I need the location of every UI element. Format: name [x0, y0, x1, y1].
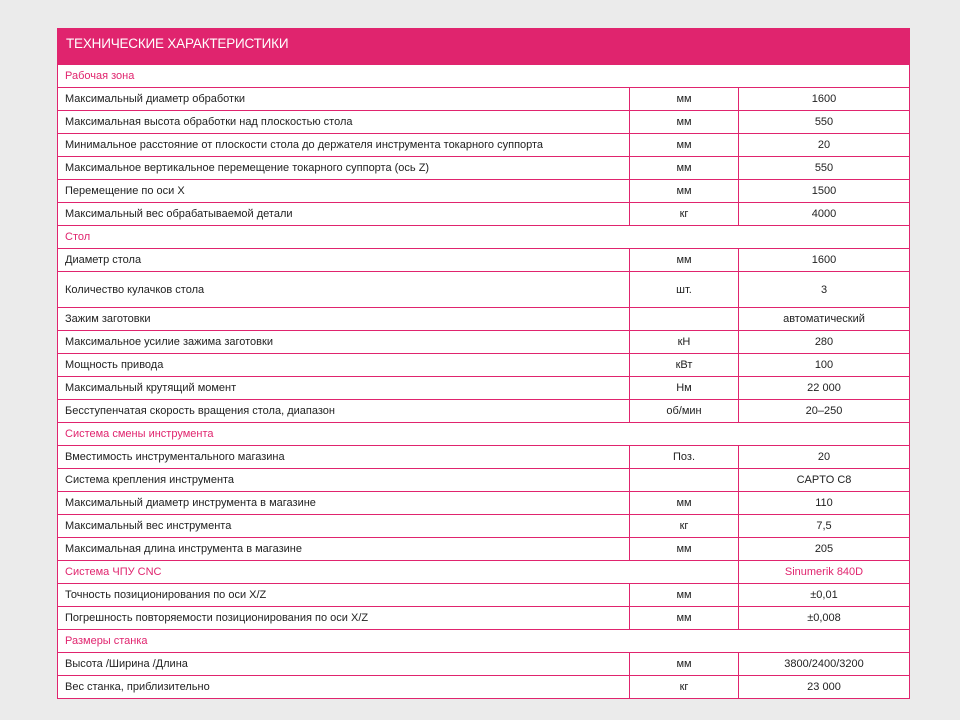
value-cell: 3: [738, 272, 909, 307]
parameter-label: Бесступенчатая скорость вращения стола, диапазон: [65, 405, 335, 417]
unit-cell: мм: [629, 157, 738, 179]
table-row: [58, 249, 909, 272]
table-row: [58, 157, 909, 180]
section-title: Стол: [65, 231, 91, 243]
parameter-label: Система крепления инструмента: [65, 474, 235, 486]
value-cell: 7,5: [738, 515, 909, 537]
value-cell: CAPTO C8: [738, 469, 909, 491]
parameter-label: Зажим заготовки: [65, 313, 151, 325]
value-cell: 1600: [738, 88, 909, 110]
unit-cell: кг: [629, 203, 738, 225]
parameter-label: Погрешность повторяемости позиционирования по оси X/Z: [65, 612, 369, 624]
parameter-label: Мощность привода: [65, 359, 164, 371]
parameter-label: Вес станка, приблизительно: [65, 681, 210, 693]
unit-cell: Нм: [629, 377, 738, 399]
table-row: [58, 446, 909, 469]
table-row: [58, 653, 909, 676]
table-row: [58, 584, 909, 607]
value-cell: 110: [738, 492, 909, 514]
table-row: [58, 538, 909, 561]
section-title: Размеры станка: [65, 635, 148, 647]
value-cell: 20–250: [738, 400, 909, 422]
unit-cell: мм: [629, 111, 738, 133]
parameter-label: Максимальная высота обработки над плоскостью стола: [65, 116, 353, 128]
unit-cell: мм: [629, 584, 738, 606]
value-cell: 1600: [738, 249, 909, 271]
parameter-label: Максимальный крутящий момент: [65, 382, 237, 394]
parameter-label: Максимальная длина инструмента в магазине: [65, 543, 302, 555]
parameter-label: Максимальный вес обрабатываемой детали: [65, 208, 293, 220]
table-body: [58, 65, 909, 699]
table-title: ТЕХНИЧЕСКИЕ ХАРАКТЕРИСТИКИ: [58, 28, 909, 65]
unit-cell: мм: [629, 492, 738, 514]
parameter-label: Вместимость инструментального магазина: [65, 451, 285, 463]
parameter-label: Перемещение по оси X: [65, 185, 185, 197]
specs-table: [57, 28, 910, 699]
unit-cell: кВт: [629, 354, 738, 376]
parameter-label: Высота /Ширина /Длина: [65, 658, 188, 670]
section-title: Рабочая зона: [65, 70, 135, 82]
table-row: [58, 492, 909, 515]
unit-cell: кН: [629, 331, 738, 353]
parameter-label: Диаметр стола: [65, 254, 142, 266]
table-row: [58, 88, 909, 111]
section-title: Система ЧПУ CNC: [65, 566, 162, 578]
section-header: [58, 561, 909, 584]
value-cell: 4000: [738, 203, 909, 225]
unit-cell: [629, 308, 738, 330]
value-cell: 20: [738, 446, 909, 468]
table-row: [58, 515, 909, 538]
unit-cell: мм: [629, 607, 738, 629]
value-cell: 23 000: [738, 676, 909, 698]
unit-cell: Поз.: [629, 446, 738, 468]
parameter-label: Минимальное расстояние от плоскости стола до держателя инструмента токарного суппорта: [65, 139, 544, 151]
value-cell: 3800/2400/3200: [738, 653, 909, 675]
value-cell: 20: [738, 134, 909, 156]
value-cell: 205: [738, 538, 909, 560]
value-cell: 100: [738, 354, 909, 376]
table-row: [58, 354, 909, 377]
table-row: [58, 134, 909, 157]
section-header: [58, 630, 909, 653]
table-row: [58, 272, 909, 308]
table-row: [58, 400, 909, 423]
unit-cell: мм: [629, 134, 738, 156]
parameter-label: Максимальное вертикальное перемещение токарного суппорта (ось Z): [65, 162, 430, 174]
parameter-label: Максимальный вес инструмента: [65, 520, 232, 532]
section-header: [58, 423, 909, 446]
table-row: [58, 111, 909, 134]
table-row: [58, 203, 909, 226]
unit-cell: мм: [629, 88, 738, 110]
table-row: [58, 308, 909, 331]
table-row: [58, 331, 909, 354]
parameter-label: Точность позиционирования по оси X/Z: [65, 589, 267, 601]
section-header: [58, 65, 909, 88]
table-row: [58, 607, 909, 630]
parameter-label: Количество кулачков стола: [65, 283, 205, 296]
parameter-label: Максимальное усилие зажима заготовки: [65, 336, 273, 348]
section-header: [58, 226, 909, 249]
table-row: [58, 469, 909, 492]
value-cell: ±0,008: [738, 607, 909, 629]
value-cell: 22 000: [738, 377, 909, 399]
unit-cell: кг: [629, 676, 738, 698]
table-row: [58, 676, 909, 699]
parameter-label: Максимальный диаметр обработки: [65, 93, 246, 105]
unit-cell: кг: [629, 515, 738, 537]
unit-cell: мм: [629, 653, 738, 675]
parameter-label: Максимальный диаметр инструмента в магазине: [65, 497, 316, 509]
table-row: [58, 377, 909, 400]
value-cell: автоматический: [738, 308, 909, 330]
unit-cell: мм: [629, 538, 738, 560]
unit-cell: мм: [629, 180, 738, 202]
unit-cell: шт.: [629, 272, 738, 307]
unit-cell: [629, 469, 738, 491]
value-cell: ±0,01: [738, 584, 909, 606]
value-cell: 1500: [738, 180, 909, 202]
table-row: [58, 180, 909, 203]
value-cell: 550: [738, 111, 909, 133]
unit-cell: об/мин: [629, 400, 738, 422]
value-cell: 550: [738, 157, 909, 179]
value-cell: 280: [738, 331, 909, 353]
section-value: Sinumerik 840D: [738, 561, 909, 583]
unit-cell: мм: [629, 249, 738, 271]
section-title: Система смены инструмента: [65, 428, 214, 440]
